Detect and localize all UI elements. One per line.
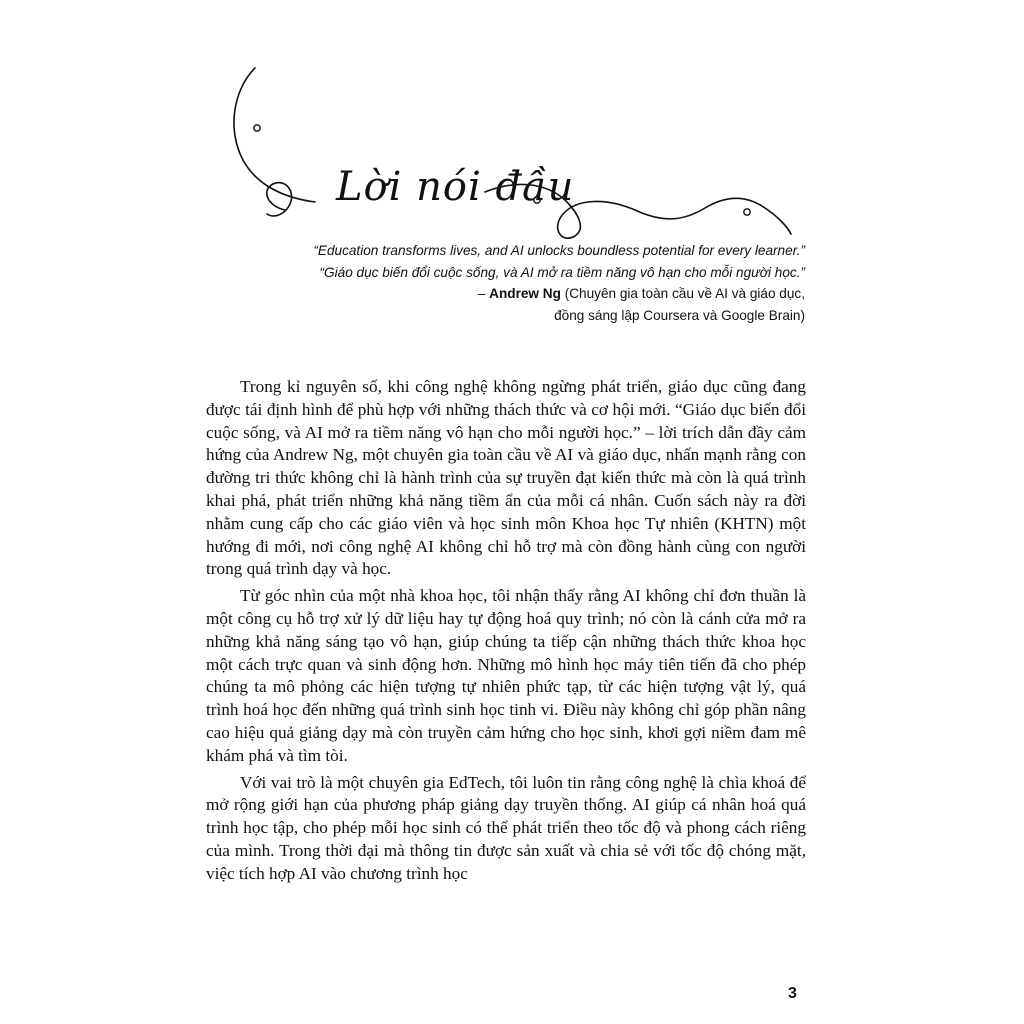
epigraph-attribution <box>245 283 805 305</box>
author-name: Andrew Ng <box>489 286 561 301</box>
decorative-flourish-icon <box>215 60 815 260</box>
page-title: Lời nói đầu <box>336 164 575 210</box>
epigraph-quote-vietnamese: “Giáo dục biến đổi cuộc sống, và AI mở ra tiềm năng vô hạn cho mỗi người học.” <box>319 264 805 280</box>
epigraph <box>245 240 805 326</box>
paragraph-3: Với vai trò là một chuyên gia EdTech, tôi luôn tin rằng công nghệ là chìa khoá để mở rộng giới hạn của phương pháp giảng dạy truyền thống. AI giúp cá nhân hoá quá trình học tập, cho phép mỗi học sinh có thể phát triển theo tốc độ và phong cách riêng của mình. Trong thời đại mà thông tin được sản xuất và chia sẻ với tốc độ chóng mặt, việc tích hợp AI vào chương trình học <box>206 772 806 883</box>
paragraph-1: Trong kỉ nguyên số, khi công nghệ không ngừng phát triển, giáo dục cũng đang được tái định hình để phù hợp với những thách thức và cơ hội mới. “Giáo dục biến đổi cuộc sống, và AI mở ra tiềm năng vô hạn cho mỗi người học.” – lời trích dẫn đầy cảm hứng của Andrew Ng, một chuyên gia toàn cầu về AI và giáo dục, nhấn mạnh rằng con đường tri thức không chỉ là hành trình của sự truyền đạt kiến thức mà còn là quá trình khai phá, phát triển những khả năng tiềm ẩn của mỗi cá nhân. Cuốn sách này ra đời nhằm cung cấp cho các giáo viên và học sinh môn Khoa học Tự nhiên (KHTN) một hướng đi mới, nơi công nghệ AI không chỉ hỗ trợ mà còn đồng hành cùng con người trong quá trình dạy và học. <box>206 377 806 579</box>
body-text <box>206 376 806 890</box>
page-number: 3 <box>788 985 797 1002</box>
paragraph-2: Từ góc nhìn của một nhà khoa học, tôi nhận thấy rằng AI không chỉ đơn thuần là một công cụ hỗ trợ xử lý dữ liệu hay tự động hoá quy trình; nó còn là cánh cửa mở ra những khả năng sáng tạo vô hạn, giúp chúng ta tiếp cận những thách thức khoa học một cách trực quan và sinh động hơn. Những mô hình học máy tiên tiến đã cho phép chúng ta mô phỏng các hiện tượng tự nhiên phức tạp, từ các hiện tượng vật lý, quá trình hoá học đến những quá trình sinh học tinh vi. Điều này không chỉ góp phần nâng cao hiệu quả giảng dạy mà còn truyền cảm hứng cho học sinh, khơi gợi niềm đam mê khám phá và tìm tòi. <box>206 586 806 765</box>
author-description-line-2: đồng sáng lập Coursera và Google Brain) <box>554 307 805 323</box>
author-description-line-1: (Chuyên gia toàn cầu về AI và giáo dục, <box>560 286 805 301</box>
attribution-dash: – <box>477 286 490 301</box>
epigraph-quote-english: “Education transforms lives, and AI unlocks boundless potential for every learner.” <box>313 243 805 258</box>
